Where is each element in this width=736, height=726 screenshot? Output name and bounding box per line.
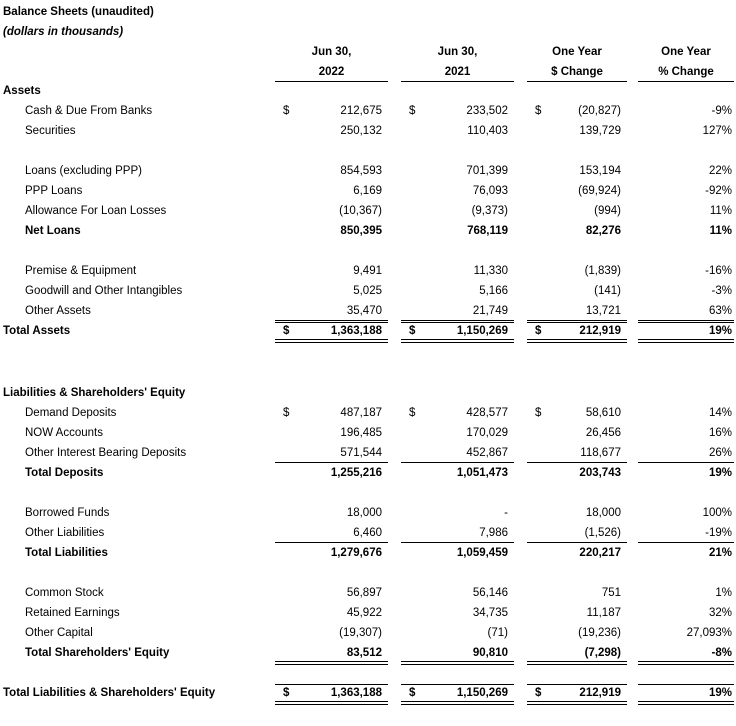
row-value: 45,922	[346, 607, 382, 619]
row-value: 1%	[715, 587, 732, 599]
total-top-rule	[638, 322, 734, 323]
row-value: -3%	[711, 285, 732, 297]
row-label: Total Shareholders' Equity	[25, 647, 170, 659]
row-label: NOW Accounts	[25, 427, 103, 439]
dollar-sign: $	[283, 407, 290, 419]
row-value: 118,677	[580, 447, 621, 459]
row-value: 22%	[708, 165, 732, 177]
row-label: Demand Deposits	[25, 407, 117, 419]
total-top-rule	[527, 684, 627, 685]
row-value: (10,367)	[339, 205, 382, 217]
col-header-jun-2021-line1: Jun 30,	[437, 46, 478, 58]
row-value: 6,169	[353, 185, 382, 197]
row-value: 9,491	[353, 265, 382, 277]
total-double-rule	[401, 701, 514, 705]
subtotal-rule	[401, 320, 514, 321]
section-liabilities-heading: Liabilities & Shareholders' Equity	[3, 387, 186, 399]
total-double-rule	[527, 339, 627, 343]
row-value: (1,526)	[584, 527, 621, 539]
dollar-sign: $	[283, 105, 290, 117]
total-double-rule	[275, 701, 388, 705]
total-double-rule	[638, 661, 734, 665]
dollar-sign: $	[535, 687, 542, 699]
total-double-rule	[638, 339, 734, 343]
row-value: 19%	[708, 467, 732, 479]
dollar-sign: $	[409, 407, 416, 419]
row-value: -9%	[711, 105, 732, 117]
row-value: 6,460	[353, 527, 382, 539]
header-underline	[275, 81, 388, 82]
dollar-sign: $	[409, 325, 416, 337]
dollar-sign: $	[535, 325, 542, 337]
row-value: 1,150,269	[456, 325, 508, 337]
row-value: 1,051,473	[456, 467, 508, 479]
row-value: -92%	[705, 185, 732, 197]
row-label: Borrowed Funds	[25, 507, 110, 519]
total-double-rule	[527, 701, 627, 705]
row-label: Total Deposits	[25, 467, 104, 479]
subtotal-rule	[401, 542, 514, 543]
row-label: PPP Loans	[25, 185, 83, 197]
row-value: 100%	[702, 507, 732, 519]
row-value: 26%	[708, 447, 732, 459]
total-double-rule	[275, 339, 388, 343]
row-value: 58,610	[585, 407, 621, 419]
row-value: (141)	[594, 285, 621, 297]
row-value: 768,119	[467, 225, 508, 237]
row-value: (19,236)	[578, 627, 621, 639]
row-value: (7,298)	[584, 647, 621, 659]
row-value: (69,924)	[578, 185, 621, 197]
row-label: Net Loans	[25, 225, 81, 237]
header-underline	[401, 81, 514, 82]
subtotal-rule	[638, 542, 734, 543]
row-label: Cash & Due From Banks	[25, 105, 153, 117]
dollar-sign: $	[283, 325, 290, 337]
total-double-rule	[638, 701, 734, 705]
subtotal-rule	[527, 462, 627, 463]
row-label: Premise & Equipment	[25, 265, 137, 277]
row-value: 233,502	[466, 105, 508, 117]
row-value: (19,307)	[339, 627, 382, 639]
row-value: 487,187	[340, 407, 382, 419]
row-value: 76,093	[472, 185, 508, 197]
row-value: 1,363,188	[330, 687, 382, 699]
dollar-sign: $	[283, 687, 290, 699]
total-double-rule	[401, 661, 514, 665]
dollar-sign: $	[409, 687, 416, 699]
total-double-rule	[275, 661, 388, 665]
row-value: 701,399	[466, 165, 508, 177]
row-value: 56,897	[346, 587, 382, 599]
row-value: 11,187	[586, 607, 621, 619]
row-label: Other Capital	[25, 627, 93, 639]
row-label: Other Assets	[25, 305, 91, 317]
total-top-rule	[527, 322, 627, 323]
row-value: 26,456	[585, 427, 621, 439]
row-value: 196,485	[340, 427, 382, 439]
row-value: 83,512	[346, 647, 382, 659]
row-value: 170,029	[466, 427, 508, 439]
row-value: 1,363,188	[330, 325, 382, 337]
row-value: 127%	[702, 125, 732, 137]
row-label: Loans (excluding PPP)	[25, 165, 142, 177]
total-double-rule	[527, 661, 627, 665]
row-value: (9,373)	[471, 205, 508, 217]
row-value: 1,059,459	[456, 547, 508, 559]
row-value: 250,132	[340, 125, 382, 137]
row-value: 1,150,269	[456, 687, 508, 699]
row-value: 34,735	[472, 607, 508, 619]
subtotal-rule	[275, 462, 388, 463]
row-value: 11%	[709, 205, 732, 217]
row-value: 63%	[708, 305, 732, 317]
dollar-sign: $	[535, 407, 542, 419]
header-underline	[527, 81, 627, 82]
row-value: 21,749	[472, 305, 508, 317]
header-underline	[638, 81, 734, 82]
col-header-pct-change-line1: One Year	[661, 46, 711, 58]
sheet-title: Balance Sheets (unaudited)	[3, 6, 154, 18]
row-value: 32%	[708, 607, 732, 619]
row-value: (71)	[487, 627, 508, 639]
row-value: 212,919	[579, 687, 621, 699]
row-value: 27,093%	[686, 627, 732, 639]
row-value: 11,330	[473, 265, 508, 277]
total-top-rule	[401, 322, 514, 323]
row-value: 35,470	[346, 305, 382, 317]
total-top-rule	[275, 322, 388, 323]
row-value: 11%	[709, 225, 732, 237]
total-top-rule	[401, 684, 514, 685]
row-value: 153,194	[579, 165, 621, 177]
subtotal-rule	[527, 542, 627, 543]
row-value: 212,675	[340, 105, 382, 117]
sheet-subtitle: (dollars in thousands)	[3, 26, 124, 38]
row-value: 1,279,676	[330, 547, 382, 559]
row-value: 7,986	[479, 527, 508, 539]
row-label: Retained Earnings	[25, 607, 120, 619]
row-value: 5,166	[479, 285, 508, 297]
row-value: 571,544	[340, 447, 382, 459]
row-value: 212,919	[579, 325, 621, 337]
row-label: Total Liabilities	[25, 547, 108, 559]
row-value: 90,810	[472, 647, 508, 659]
row-value: 139,729	[579, 125, 621, 137]
row-label: Other Interest Bearing Deposits	[25, 447, 187, 459]
row-value: 203,743	[579, 467, 621, 479]
subtotal-rule	[401, 462, 514, 463]
row-value: (1,839)	[584, 265, 621, 277]
row-value: 13,721	[585, 305, 621, 317]
col-header-jun-2022-line2: 2022	[318, 66, 345, 78]
row-value: -19%	[705, 527, 732, 539]
row-value: 428,577	[466, 407, 508, 419]
row-value: (20,827)	[578, 105, 621, 117]
row-label: Total Liabilities & Shareholders' Equity	[3, 687, 216, 699]
row-value: 110,403	[467, 125, 508, 137]
row-value: 18,000	[585, 507, 621, 519]
subtotal-rule	[638, 320, 734, 321]
row-label: Goodwill and Other Intangibles	[25, 285, 183, 297]
col-header-dollar-change-line2: $ Change	[551, 66, 603, 78]
dollar-sign: $	[409, 105, 416, 117]
row-value: 16%	[708, 427, 732, 439]
total-double-rule	[401, 339, 514, 343]
row-label: Allowance For Loan Losses	[25, 205, 167, 217]
row-value: 56,146	[472, 587, 508, 599]
col-header-pct-change-line2: % Change	[658, 66, 714, 78]
row-value: 18,000	[346, 507, 382, 519]
row-value: 1,255,216	[330, 467, 382, 479]
col-header-jun-2021-line2: 2021	[444, 66, 471, 78]
subtotal-rule	[275, 542, 388, 543]
row-label: Common Stock	[25, 587, 104, 599]
section-assets-heading: Assets	[3, 85, 41, 97]
row-value: (994)	[594, 205, 621, 217]
row-value: 19%	[708, 687, 732, 699]
row-value: 14%	[708, 407, 732, 419]
row-label: Securities	[25, 125, 76, 137]
total-top-rule	[275, 684, 388, 685]
row-value: 850,395	[340, 225, 382, 237]
row-value: 220,217	[579, 547, 621, 559]
subtotal-rule	[527, 320, 627, 321]
dollar-sign: $	[535, 105, 542, 117]
col-header-dollar-change-line1: One Year	[552, 46, 602, 58]
row-value: -	[504, 507, 508, 519]
row-value: 751	[601, 587, 621, 599]
total-top-rule	[638, 684, 734, 685]
row-value: 854,593	[340, 165, 382, 177]
row-label: Other Liabilities	[25, 527, 105, 539]
row-value: 5,025	[353, 285, 382, 297]
subtotal-rule	[275, 320, 388, 321]
subtotal-rule	[638, 462, 734, 463]
row-value: 82,276	[585, 225, 621, 237]
row-label: Total Assets	[3, 325, 71, 337]
row-value: -8%	[711, 647, 732, 659]
row-value: 19%	[708, 325, 732, 337]
col-header-jun-2022-line1: Jun 30,	[311, 46, 352, 58]
row-value: 452,867	[466, 447, 508, 459]
row-value: 21%	[708, 547, 732, 559]
row-value: -16%	[705, 265, 732, 277]
